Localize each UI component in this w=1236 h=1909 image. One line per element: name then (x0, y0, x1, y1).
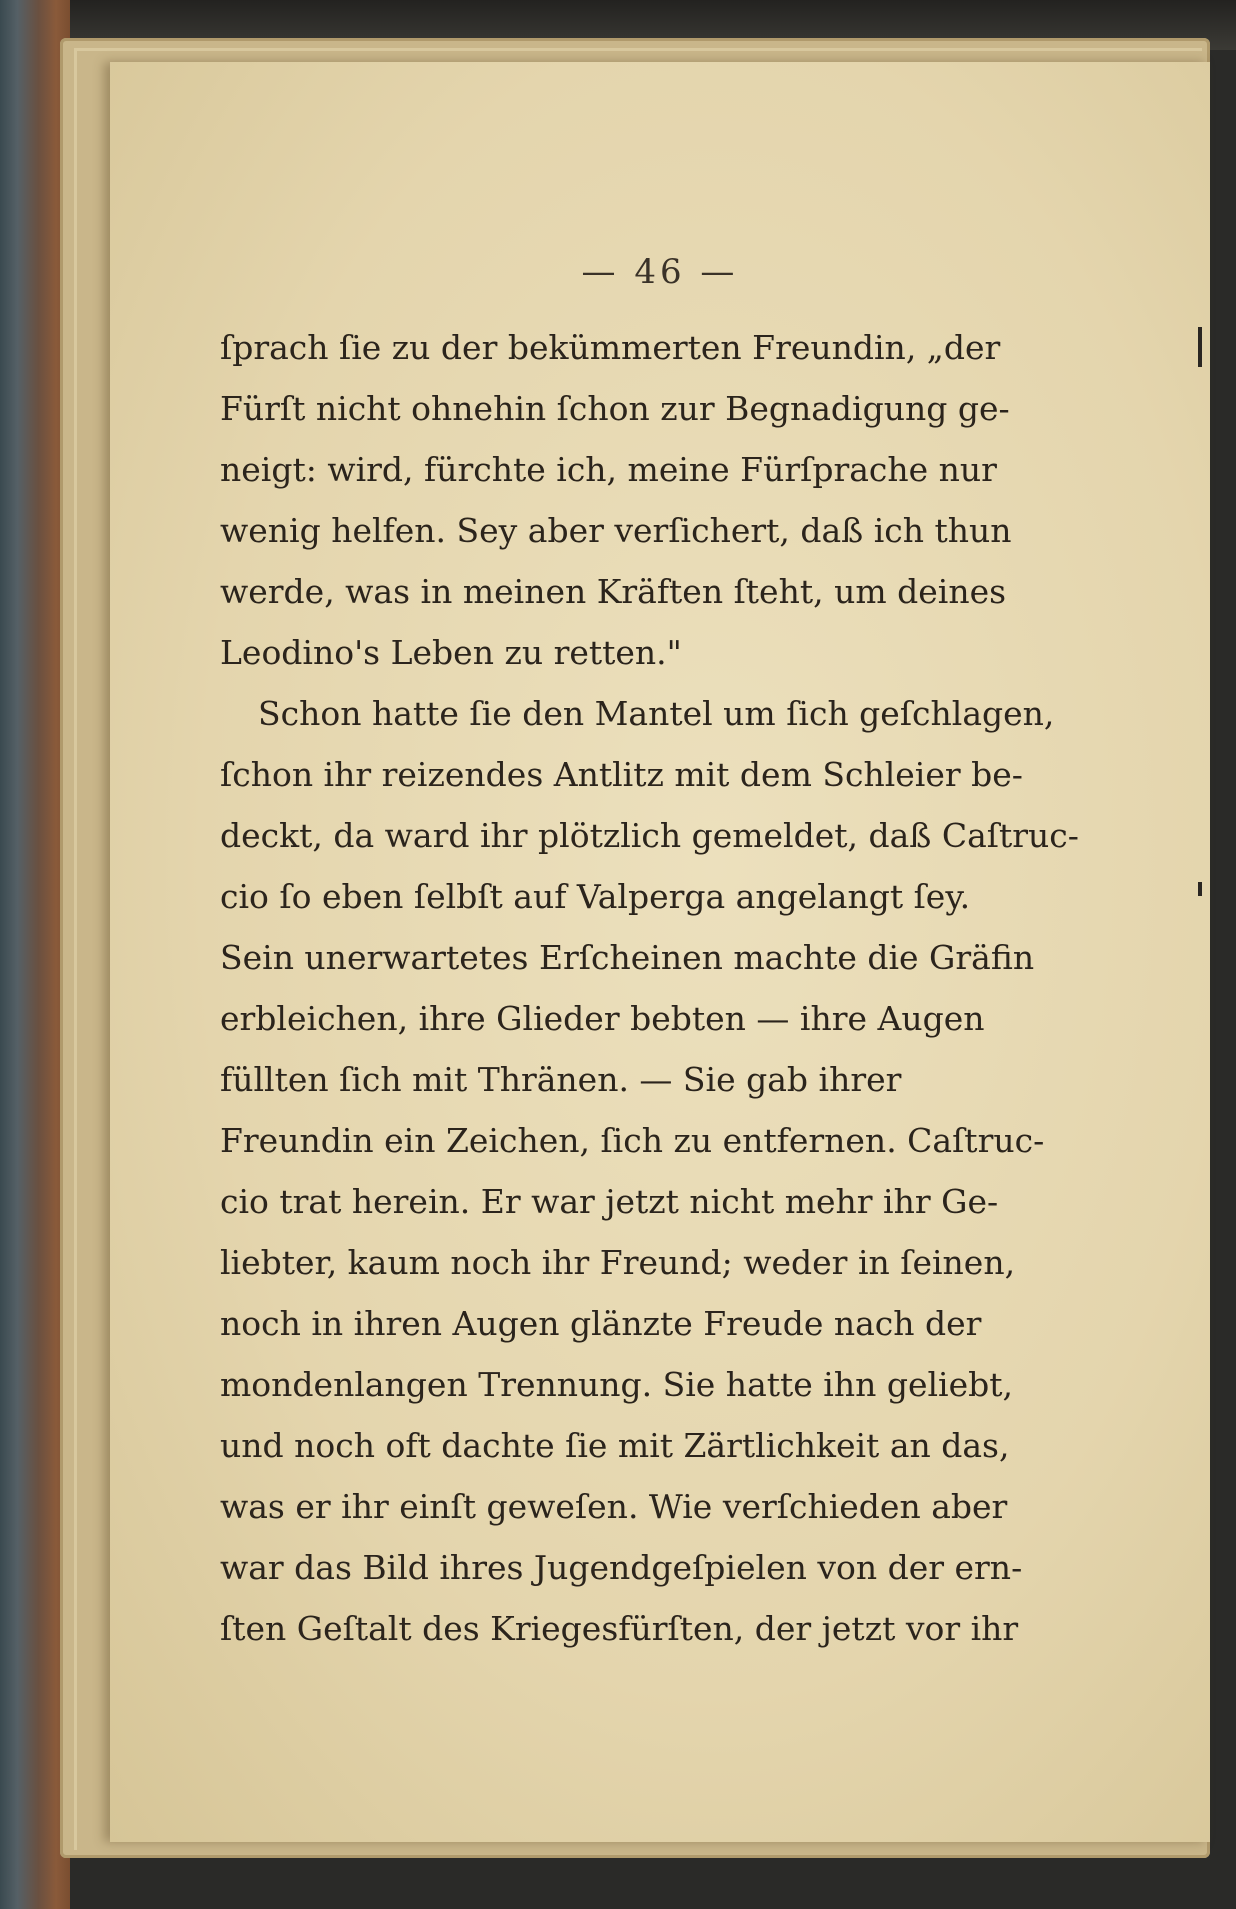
page-number: — 46 — (581, 252, 739, 292)
page-edge-mark (1198, 882, 1202, 896)
text-line: Sein unerwartetes Erſcheinen machte die Gräfin (220, 938, 1035, 977)
text-line: ſchon ihr reizendes Antlitz mit dem Schleier be- (220, 755, 1023, 794)
text-line: Freundin ein Zeichen, ſich zu entfernen. Caſtruc- (220, 1121, 1045, 1160)
text-line: cio ſo eben ſelbſt auf Valperga angelangt ſey. (220, 877, 971, 916)
text-line: mondenlangen Trennung. Sie hatte ihn geliebt, (220, 1365, 1013, 1404)
text-line: was er ihr einſt geweſen. Wie verſchieden aber (220, 1487, 1008, 1526)
text-line: ſprach ſie zu der bekümmerten Freundin, „der (220, 328, 1001, 367)
text-line: ſten Geſtalt des Kriegesfürſten, der jetzt vor ihr (220, 1609, 1019, 1648)
text-line: wenig helfen. Sey aber verſichert, daß ich thun (220, 511, 1012, 550)
text-line: Leodino's Leben zu retten." (220, 633, 682, 672)
text-line: Schon hatte ſie den Mantel um ſich geſchlagen, (258, 694, 1055, 733)
text-line: erbleichen, ihre Glieder bebten — ihre Augen (220, 999, 985, 1038)
text-line: werde, was in meinen Kräften ſteht, um deines (220, 572, 1007, 611)
text-line: und noch oft dachte ſie mit Zärtlichkeit an das, (220, 1426, 1010, 1465)
text-line: war das Bild ihres Jugendgeſpielen von der ern- (220, 1548, 1023, 1587)
text-block (220, 317, 1140, 1659)
text-line: neigt: wird, fürchte ich, meine Fürſprache nur (220, 450, 997, 489)
text-line: liebter, kaum noch ihr Freund; weder in ſeinen, (220, 1243, 1016, 1282)
page-edge-mark (1198, 327, 1202, 367)
text-line: deckt, da ward ihr plötzlich gemeldet, daß Caſtruc- (220, 816, 1079, 855)
text-line: noch in ihren Augen glänzte Freude nach der (220, 1304, 982, 1343)
text-line: füllten ſich mit Thränen. — Sie gab ihrer (220, 1060, 902, 1099)
text-line: Fürſt nicht ohnehin ſchon zur Begnadigung ge- (220, 389, 1010, 428)
text-line: cio trat herein. Er war jetzt nicht mehr ihr Ge- (220, 1182, 999, 1221)
book-page (110, 62, 1210, 1842)
